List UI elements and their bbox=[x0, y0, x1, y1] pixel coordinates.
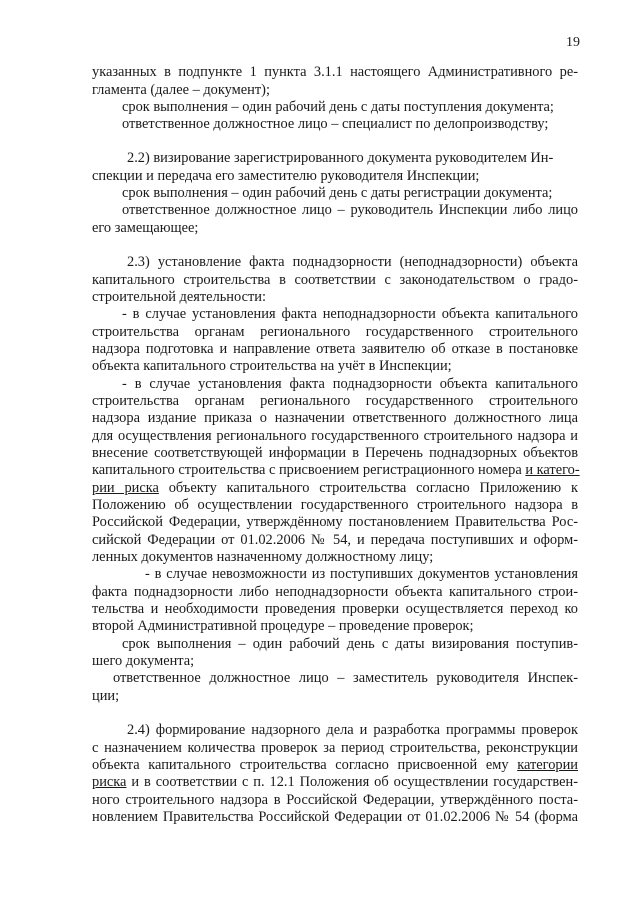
text-line: строительства органам регионального государственного строительного bbox=[92, 324, 578, 340]
text-span: объекту капитального строительства согласно Приложению к bbox=[158, 480, 578, 496]
text-line bbox=[92, 774, 578, 791]
text-line: для осуществления регионального государственного строительного надзора и bbox=[92, 428, 578, 444]
underlined-term: категории bbox=[517, 757, 578, 773]
text-line: строительства органам регионального государственного строительного bbox=[92, 393, 578, 409]
text-line: гламента (далее – документ); bbox=[92, 82, 270, 98]
underlined-term: рии риска bbox=[92, 480, 159, 496]
text-line: с назначением количества проверок за период строительства, реконструкции bbox=[92, 740, 578, 756]
text-line: ции; bbox=[92, 688, 120, 704]
text-line: указанных в подпункте 1 пункта 3.1.1 настоящего Административного ре- bbox=[92, 64, 578, 80]
underlined-term: риска bbox=[92, 774, 127, 790]
text-line: 2.2) визирование зарегистрированного документа руководителем Ин- bbox=[127, 150, 554, 166]
text-line: его замещающее; bbox=[92, 220, 199, 236]
text-line: - в случае невозможности из поступивших документов установления bbox=[145, 566, 578, 582]
text-line: второй Административной процедуре – проведение проверок; bbox=[92, 618, 474, 634]
text-line: ответственное должностное лицо – заместитель руководителя Инспек- bbox=[113, 670, 578, 686]
text-line: внесение соответствующей информации в Перечень поднадзорных объектов bbox=[92, 445, 578, 461]
text-line: капитального строительства в соответствии с законодательством о градо- bbox=[92, 272, 578, 288]
text-line: факта поднадзорности либо неподнадзорности объекта капитального строи- bbox=[92, 584, 578, 600]
text-line: 2.3) установление факта поднадзорности (неподнадзорности) объекта bbox=[127, 254, 578, 270]
text-line: срок выполнения – один рабочий день с даты поступления документа; bbox=[122, 99, 554, 115]
text-line: спекции и передача его заместителю руководителя Инспекции; bbox=[92, 168, 480, 184]
underlined-term: и катего- bbox=[525, 462, 580, 478]
text-span: объекта капитального строительства согласно присвоенной ему bbox=[92, 757, 518, 773]
text-line: новлением Правительства Российской Федерации от 01.02.2006 № 54 (форма bbox=[92, 809, 578, 825]
text-line: Положению об осуществлении государственного строительного надзора в bbox=[92, 497, 578, 513]
text-line: сийской Федерации от 01.02.2006 № 54, и передача поступивших и оформ- bbox=[92, 532, 578, 548]
text-line: ответственное должностное лицо – специалист по делопроизводству; bbox=[122, 116, 549, 132]
text-line: строительной деятельности: bbox=[92, 289, 266, 305]
text-line: срок выполнения – один рабочий день с даты визирования поступив- bbox=[122, 636, 578, 652]
text-span: капитального строительства с присвоением регистрационного номера bbox=[92, 462, 526, 478]
text-line: тельства и необходимости проведения проверки осуществляется переход ко bbox=[92, 601, 578, 617]
text-line: шего документа; bbox=[92, 653, 195, 669]
text-line: ответственное должностное лицо – руководитель Инспекции либо лицо bbox=[122, 202, 578, 218]
page-number: 19 bbox=[566, 35, 580, 50]
text-line: срок выполнения – один рабочий день с даты регистрации документа; bbox=[122, 185, 553, 201]
text-line bbox=[92, 757, 578, 774]
text-line: ного строительного надзора в Российской Федерации, утверждённого поста- bbox=[92, 792, 578, 808]
text-line: ленных документов назначенному должностному лицу; bbox=[92, 549, 434, 565]
text-line: Российской Федерации, утверждённому постановлением Правительства Рос- bbox=[92, 514, 578, 530]
text-line: 2.4) формирование надзорного дела и разработка программы проверок bbox=[127, 722, 578, 738]
text-line: - в случае установления факта поднадзорности объекта капитального bbox=[122, 376, 578, 392]
text-line: - в случае установления факта неподнадзорности объекта капитального bbox=[122, 306, 578, 322]
text-line: объекта капитального строительства на учёт в Инспекции; bbox=[92, 358, 452, 374]
text-line: надзора подготовка и направление ответа заявителю об отказе в постановке bbox=[92, 341, 578, 357]
text-line bbox=[92, 480, 578, 497]
text-line bbox=[92, 462, 578, 479]
text-line: надзора издание приказа о назначении ответственного должностного лица bbox=[92, 410, 578, 426]
text-span: и в соответствии с п. 12.1 Положения об осуществлении государствен- bbox=[126, 774, 578, 790]
